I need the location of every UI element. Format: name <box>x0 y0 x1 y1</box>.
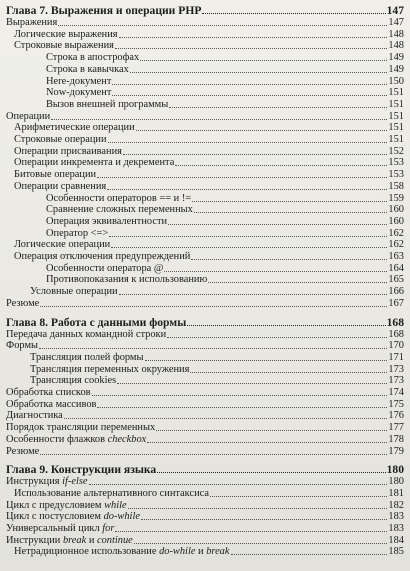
toc-page-number: 171 <box>388 351 404 363</box>
toc-entry-title <box>6 523 114 535</box>
toc-entry <box>30 364 404 376</box>
toc-entry <box>6 500 404 512</box>
toc-chapter-8 <box>6 316 404 330</box>
toc-entry-title-italic: if-else <box>62 476 88 488</box>
leader-dots <box>40 454 387 455</box>
leader-dots <box>210 496 387 497</box>
toc-entry <box>14 157 404 169</box>
toc-entry-title-italic: do-while <box>103 511 140 523</box>
leader-dots <box>140 60 387 61</box>
toc-page-number: 170 <box>388 340 404 352</box>
toc-entry-title: Строковые выражения <box>14 40 114 52</box>
toc-entry-title: Строка в кавычках <box>46 63 129 75</box>
toc-entry-title <box>6 500 127 512</box>
toc-page-number: 153 <box>388 157 404 169</box>
toc-page-number: 148 <box>388 28 404 40</box>
toc-entry-title: Арифметические операции <box>14 122 135 134</box>
leader-dots <box>175 165 387 166</box>
toc-entry <box>46 228 404 240</box>
toc-entry <box>14 169 404 181</box>
toc-entry-title: Now-документ <box>46 87 112 99</box>
toc-entry <box>46 263 404 275</box>
toc-entry-title: Операции сравнения <box>14 180 107 192</box>
leader-dots <box>107 189 387 190</box>
toc-page-number: 183 <box>388 523 404 534</box>
toc-page-number: 151 <box>388 134 404 145</box>
leader-dots <box>128 508 387 509</box>
toc-entry <box>46 76 404 88</box>
toc-entry-title: Диагностика <box>6 410 63 422</box>
toc-entry-title-italic: break <box>62 534 87 546</box>
toc-page-number: 179 <box>388 445 404 457</box>
leader-dots <box>39 348 387 349</box>
toc-page-number: 180 <box>388 476 404 488</box>
toc-entry-title: Операция эквивалентности <box>46 215 168 227</box>
toc-entry <box>6 17 404 29</box>
leader-dots <box>190 372 387 373</box>
toc-entry <box>14 40 404 52</box>
toc-entry-title: Трансляция cookies <box>30 375 117 387</box>
toc-page-number: 153 <box>388 169 404 181</box>
toc-entry <box>46 64 404 76</box>
leader-dots <box>167 337 387 338</box>
leader-dots <box>208 282 387 283</box>
toc-page-number: 162 <box>388 239 404 251</box>
toc-entry-title: Порядок трансляции переменных <box>6 422 156 434</box>
leader-dots <box>192 201 387 202</box>
toc-entry <box>14 146 404 158</box>
toc-page-number: 182 <box>388 499 404 511</box>
toc-entry-title-italic: while <box>104 499 127 511</box>
toc-entry <box>6 434 404 446</box>
toc-entry-title-text: Особенности флажков <box>6 433 108 445</box>
toc-entry <box>30 286 404 298</box>
toc-page-number: 162 <box>388 227 404 239</box>
leader-dots <box>168 224 387 225</box>
toc-entry <box>14 239 404 251</box>
leader-dots <box>64 418 387 419</box>
toc-entry-title: Глава 9. Конструкции языка <box>6 463 157 477</box>
toc-entry <box>6 476 404 488</box>
leader-dots <box>194 212 387 213</box>
toc-entry-title-text: Нетрадиционное использование <box>14 546 160 558</box>
toc-entry-title: Сравнение сложных переменных <box>46 204 193 216</box>
toc-entry-title: Резюме <box>6 445 40 457</box>
toc-page-number: 152 <box>388 145 404 157</box>
toc-entry-title: Операции <box>6 110 51 122</box>
toc-page-number: 178 <box>388 433 404 445</box>
toc-entry-title-text: и <box>86 534 97 546</box>
toc-page-number: 168 <box>386 315 404 329</box>
toc-entry-title-text: Инструкция <box>6 476 63 488</box>
toc-entry-title: Операции присваивания <box>14 145 122 157</box>
leader-dots <box>136 130 387 131</box>
toc-page-number: 159 <box>388 192 404 204</box>
toc-entry <box>14 488 404 500</box>
toc-entry <box>46 274 404 286</box>
toc-page-number: 174 <box>388 387 404 398</box>
toc-entry <box>46 99 404 111</box>
leader-dots <box>92 395 387 396</box>
toc-page-number: 167 <box>388 297 404 309</box>
toc-entry-title: Строковые операции <box>14 134 107 145</box>
toc-entry <box>6 298 404 310</box>
toc-entry <box>46 204 404 216</box>
leader-dots <box>58 25 387 26</box>
leader-dots <box>164 271 387 272</box>
toc-entry-title: Глава 7. Выражения и операции PHP <box>6 4 202 17</box>
leader-dots <box>40 306 387 307</box>
toc-page-number: 151 <box>388 110 404 122</box>
toc-entry-title: Условные операции <box>30 286 118 298</box>
toc-entry <box>14 181 404 193</box>
toc-page-number: 163 <box>388 251 404 262</box>
toc-entry-title: Передача данных командной строки <box>6 328 167 340</box>
leader-dots <box>119 294 387 295</box>
toc-entry-title: Операция отключения предупреждений <box>14 251 191 262</box>
leader-dots <box>109 236 387 237</box>
leader-dots <box>123 154 387 155</box>
leader-dots <box>111 247 387 248</box>
toc-entry-title-italic: continue <box>96 534 133 546</box>
toc-entry-title: Обработка массивов <box>6 398 97 410</box>
leader-dots <box>112 84 387 85</box>
toc-page-number: 158 <box>388 180 404 192</box>
toc-entry-title-text: и <box>195 546 207 558</box>
leader-dots <box>157 472 385 473</box>
toc-entry-title: Особенности оператора @ <box>46 262 164 274</box>
leader-dots <box>231 554 388 555</box>
leader-dots <box>97 407 387 408</box>
toc-entry-title <box>6 511 140 523</box>
toc-entry <box>6 422 404 434</box>
toc-entry-title: Строка в апострофах <box>46 52 140 64</box>
leader-dots <box>141 519 387 520</box>
toc-entry-title: Логические выражения <box>14 28 118 40</box>
toc-entry-title: Особенности операторов == и != <box>46 192 192 204</box>
toc-entry <box>6 535 404 547</box>
leader-dots <box>51 119 387 120</box>
toc-page-number: 151 <box>388 122 404 134</box>
leader-dots <box>112 95 387 96</box>
toc-entry-title <box>6 535 133 547</box>
toc-entry-title: Формы <box>6 340 38 352</box>
toc-entry <box>46 193 404 205</box>
toc-page-number: 185 <box>388 546 404 558</box>
toc-entry-title-text: Инструкции <box>6 534 63 546</box>
leader-dots <box>134 543 387 544</box>
toc-entry-title <box>6 476 88 488</box>
toc-page-number: 175 <box>388 398 404 410</box>
toc-entry-title: Выражения <box>6 17 58 28</box>
toc-entry <box>6 387 404 399</box>
toc-entry <box>46 87 404 99</box>
toc-entry-title-text: Цикл с постусловием <box>6 511 104 523</box>
toc-entry-title: Here-документ <box>46 75 112 87</box>
toc-entry-title-text: Универсальный цикл <box>6 523 103 534</box>
leader-dots <box>187 325 385 326</box>
toc-page-number: 181 <box>388 487 404 499</box>
toc-chapter-9 <box>6 463 404 477</box>
toc-page-number: 160 <box>388 215 404 227</box>
leader-dots <box>130 72 387 73</box>
toc-page-number: 164 <box>388 262 404 274</box>
toc-entry <box>46 216 404 228</box>
toc-page-number: 166 <box>388 286 404 298</box>
toc-entry-title: Трансляция переменных окружения <box>30 363 190 375</box>
leader-dots <box>115 531 387 532</box>
toc-entry-title: Резюме <box>6 297 40 309</box>
toc-entry-title: Противопоказания к использованию <box>46 274 208 286</box>
toc-entry <box>6 329 404 341</box>
toc-page-number: 176 <box>388 410 404 422</box>
toc-entry-title-text: Цикл с предусловием <box>6 499 105 511</box>
toc-entry-title: Логические операции <box>14 239 111 251</box>
toc-entry <box>6 399 404 411</box>
toc-entry <box>14 134 404 146</box>
toc-entry <box>46 52 404 64</box>
toc-entry-title: Операции инкремента и декремента <box>14 157 175 169</box>
toc-entry-title: Вызов внешней программы <box>46 98 169 110</box>
toc-entry-title: Глава 8. Работа с данными формы <box>6 315 187 329</box>
toc-entry-title: Битовые операции <box>14 169 97 181</box>
toc-page-number: 184 <box>388 534 404 546</box>
toc-page-number: 149 <box>388 52 404 64</box>
leader-dots <box>97 177 387 178</box>
toc-page-number: 183 <box>388 511 404 523</box>
leader-dots <box>147 442 387 443</box>
toc-entry <box>14 29 404 41</box>
toc-entry-title: Оператор <=> <box>46 227 109 239</box>
toc-page-number: 168 <box>388 328 404 340</box>
leader-dots <box>202 13 385 14</box>
leader-dots <box>108 142 387 143</box>
toc-entry <box>6 446 404 458</box>
toc-page-number: 165 <box>388 274 404 286</box>
toc-page-number: 149 <box>388 63 404 75</box>
toc-entry <box>30 375 404 387</box>
toc-entry-title: Обработка списков <box>6 387 91 398</box>
toc-entry-title-italic: do-while <box>159 546 196 558</box>
toc-entry <box>6 511 404 523</box>
toc-page-number: 173 <box>388 363 404 375</box>
toc-entry <box>30 352 404 364</box>
toc-entry <box>14 251 404 263</box>
leader-dots <box>145 360 388 361</box>
toc-page-number: 160 <box>388 204 404 216</box>
toc-entry-title-italic: checkbox <box>107 433 147 445</box>
toc-page-number: 150 <box>388 75 404 87</box>
toc-page-number: 147 <box>386 4 404 17</box>
toc-entry <box>6 111 404 123</box>
leader-dots <box>156 430 387 431</box>
leader-dots <box>115 48 387 49</box>
toc-chapter-7 <box>6 4 404 18</box>
leader-dots <box>117 383 387 384</box>
toc-page-number: 180 <box>386 463 404 477</box>
toc-entry-title: Трансляция полей формы <box>30 351 144 363</box>
toc-page-number: 177 <box>388 422 404 434</box>
toc-page-number: 151 <box>388 87 404 99</box>
toc-entry-title <box>14 546 230 558</box>
toc-entry-title <box>6 434 146 446</box>
toc-page-number: 148 <box>388 40 404 52</box>
toc-page-number: 173 <box>388 375 404 387</box>
toc-entry <box>6 340 404 352</box>
toc-entry-title-italic: for <box>102 523 115 534</box>
toc-page-number: 147 <box>388 17 404 28</box>
toc-entry <box>14 546 404 558</box>
leader-dots <box>89 484 387 485</box>
leader-dots <box>169 107 387 108</box>
toc-entry-title-italic: break <box>206 546 230 558</box>
toc-entry <box>6 523 404 535</box>
toc-page-number: 151 <box>388 98 404 110</box>
toc-entry-title: Использование альтернативного синтаксиса <box>14 487 209 499</box>
toc-entry <box>6 410 404 422</box>
toc-entry <box>14 122 404 134</box>
leader-dots <box>191 259 387 260</box>
leader-dots <box>119 37 387 38</box>
